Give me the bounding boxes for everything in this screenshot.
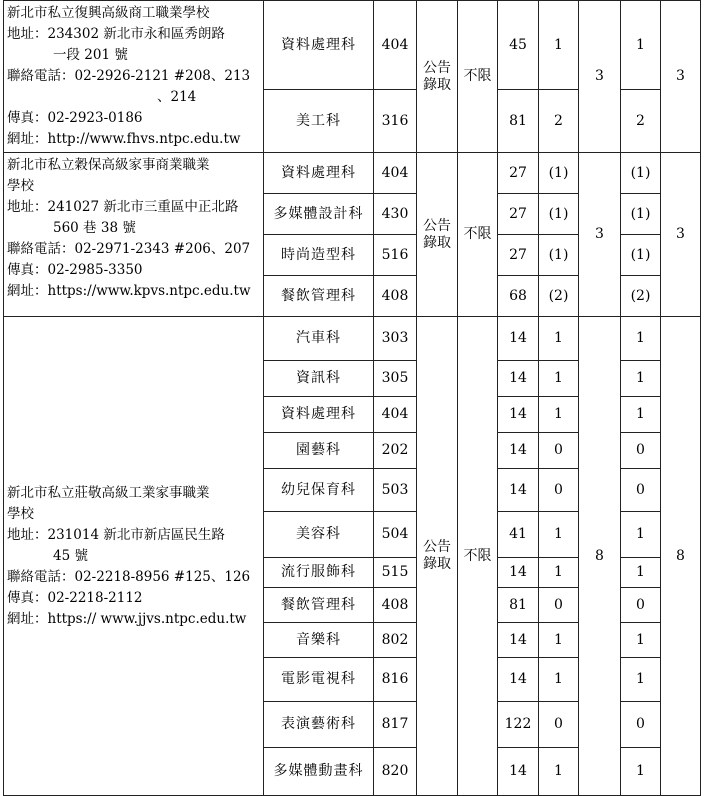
quota-value: 14 xyxy=(498,433,539,469)
school-name: 新北市私立復興高級商工職業學校 xyxy=(7,5,210,21)
department-code: 316 xyxy=(374,90,417,153)
department-code: 303 xyxy=(374,317,417,361)
school-phone: 02-2926-2121 #208、213 xyxy=(74,68,251,84)
department-name: 資料處理科 xyxy=(264,1,374,90)
allocation-a-value: 1 xyxy=(539,658,579,702)
quota-value: 14 xyxy=(498,469,539,512)
total-a-value: 3 xyxy=(579,153,621,317)
school-fax: 02-2923-0186 xyxy=(47,110,143,126)
allocation-b-value: (1) xyxy=(621,153,661,194)
department-name: 餐飲管理科 xyxy=(264,588,374,623)
department-code: 820 xyxy=(374,748,417,796)
method-line-2: 錄取 xyxy=(423,76,451,93)
quota-value: 14 xyxy=(498,317,539,361)
admission-method xyxy=(417,317,458,796)
allocation-b-value: (1) xyxy=(621,235,661,276)
total-a-value: 8 xyxy=(579,317,621,796)
allocation-a-value: 1 xyxy=(539,397,579,433)
department-name: 資訊科 xyxy=(264,361,374,397)
department-code: 404 xyxy=(374,1,417,90)
department-code: 202 xyxy=(374,433,417,469)
allocation-b-value: 1 xyxy=(621,623,661,658)
department-name: 多媒體設計科 xyxy=(264,194,374,235)
department-name: 時尚造型科 xyxy=(264,235,374,276)
quota-value: 27 xyxy=(498,194,539,235)
quota-value: 68 xyxy=(498,276,539,317)
department-code: 817 xyxy=(374,702,417,748)
school-website[interactable]: https:// www.jjvs.ntpc.edu.tw xyxy=(47,610,247,627)
allocation-a-value: 1 xyxy=(539,512,579,558)
department-code: 516 xyxy=(374,235,417,276)
phone-label: 聯絡電話： xyxy=(7,241,75,257)
limit-cell: 不限 xyxy=(458,1,498,153)
allocation-a-value: (1) xyxy=(539,194,579,235)
total-b-value: 8 xyxy=(661,317,701,796)
school-phone: 02-2218-8956 #125、126 xyxy=(74,568,251,585)
admission-table xyxy=(3,0,701,796)
allocation-a-value: 1 xyxy=(539,317,579,361)
limit-cell: 不限 xyxy=(458,317,498,796)
method-line-2: 錄取 xyxy=(423,556,451,572)
allocation-b-value: (1) xyxy=(621,194,661,235)
department-name: 資料處理科 xyxy=(264,153,374,194)
allocation-a-value: (1) xyxy=(539,235,579,276)
allocation-b-value: 0 xyxy=(621,433,661,469)
allocation-a-value: 1 xyxy=(539,748,579,796)
table-row xyxy=(4,1,701,90)
limit-cell: 不限 xyxy=(458,153,498,317)
quota-value: 27 xyxy=(498,235,539,276)
department-name: 幼兒保育科 xyxy=(264,469,374,512)
school-address-cont: 560 巷 38 號 xyxy=(53,220,136,236)
school-name-cont: 學校 xyxy=(7,178,34,194)
school-website[interactable]: http://www.fhvs.ntpc.edu.tw xyxy=(47,131,241,147)
allocation-a-value: (1) xyxy=(539,153,579,194)
allocation-b-value: 1 xyxy=(621,658,661,702)
allocation-a-value: 1 xyxy=(539,623,579,658)
total-b-value: 3 xyxy=(661,1,701,153)
school-name: 新北市私立穀保高級家事商業職業 xyxy=(7,157,210,173)
allocation-a-value: 0 xyxy=(539,433,579,469)
fax-label: 傳真： xyxy=(7,110,48,126)
admission-method xyxy=(417,1,458,153)
fax-label: 傳真： xyxy=(7,262,48,278)
fax-label: 傳真： xyxy=(7,589,48,606)
school-website[interactable]: https://www.kpvs.ntpc.edu.tw xyxy=(47,283,251,299)
quota-value: 45 xyxy=(498,1,539,90)
school-info-cell xyxy=(4,317,264,796)
school-address-cont: 45 號 xyxy=(53,547,88,564)
department-code: 408 xyxy=(374,588,417,623)
allocation-b-value: 1 xyxy=(621,1,661,90)
quota-value: 122 xyxy=(498,702,539,748)
web-label: 網址： xyxy=(7,283,48,299)
allocation-b-value: 1 xyxy=(621,317,661,361)
allocation-a-value: 1 xyxy=(539,361,579,397)
allocation-a-value: (2) xyxy=(539,276,579,317)
department-code: 430 xyxy=(374,194,417,235)
school-address: 231014 新北市新店區民生路 xyxy=(47,526,225,543)
department-name: 表演藝術科 xyxy=(264,702,374,748)
department-code: 816 xyxy=(374,658,417,702)
allocation-a-value: 1 xyxy=(539,558,579,588)
quota-value: 41 xyxy=(498,512,539,558)
department-code: 408 xyxy=(374,276,417,317)
school-info-cell xyxy=(4,1,264,153)
school-address: 234302 新北市永和區秀朗路 xyxy=(47,26,225,42)
total-a-value: 3 xyxy=(579,1,621,153)
allocation-a-value: 0 xyxy=(539,702,579,748)
school-address-cont: 一段 201 號 xyxy=(53,47,128,63)
quota-value: 14 xyxy=(498,623,539,658)
allocation-a-value: 1 xyxy=(539,1,579,90)
school-phone-cont: 、214 xyxy=(157,89,197,105)
department-name: 餐飲管理科 xyxy=(264,276,374,317)
department-name: 電影電視科 xyxy=(264,658,374,702)
total-b-value: 3 xyxy=(661,153,701,317)
address-label: 地址： xyxy=(7,526,48,543)
department-code: 503 xyxy=(374,469,417,512)
allocation-b-value: 1 xyxy=(621,558,661,588)
method-line-2: 錄取 xyxy=(423,234,451,251)
quota-value: 14 xyxy=(498,397,539,433)
department-name: 汽車科 xyxy=(264,317,374,361)
allocation-b-value: 0 xyxy=(621,469,661,512)
school-name: 新北市私立莊敬高級工業家事職業 xyxy=(7,484,210,501)
quota-value: 27 xyxy=(498,153,539,194)
school-phone: 02-2971-2343 #206、207 xyxy=(74,241,251,257)
department-name: 音樂科 xyxy=(264,623,374,658)
department-code: 515 xyxy=(374,558,417,588)
department-name: 流行服飾科 xyxy=(264,558,374,588)
school-fax: 02-2218-2112 xyxy=(47,589,143,606)
phone-label: 聯絡電話： xyxy=(7,68,75,84)
address-label: 地址： xyxy=(7,26,48,42)
allocation-b-value: 0 xyxy=(621,588,661,623)
web-label: 網址： xyxy=(7,131,48,147)
table-row xyxy=(4,153,701,194)
department-name: 園藝科 xyxy=(264,433,374,469)
admission-method xyxy=(417,153,458,317)
allocation-b-value: 1 xyxy=(621,397,661,433)
school-fax: 02-2985-3350 xyxy=(47,262,143,278)
allocation-b-value: (2) xyxy=(621,276,661,317)
department-code: 404 xyxy=(374,153,417,194)
department-code: 802 xyxy=(374,623,417,658)
quota-value: 14 xyxy=(498,658,539,702)
allocation-b-value: 2 xyxy=(621,90,661,153)
department-name: 多媒體動畫科 xyxy=(264,748,374,796)
department-name: 資料處理科 xyxy=(264,397,374,433)
address-label: 地址： xyxy=(7,199,48,215)
department-name: 美容科 xyxy=(264,512,374,558)
method-line-1: 公告 xyxy=(423,59,451,76)
method-line-1: 公告 xyxy=(423,539,451,556)
quota-value: 14 xyxy=(498,361,539,397)
method-line-1: 公告 xyxy=(423,217,451,234)
allocation-b-value: 1 xyxy=(621,748,661,796)
quota-value: 14 xyxy=(498,558,539,588)
allocation-a-value: 0 xyxy=(539,588,579,623)
department-code: 305 xyxy=(374,361,417,397)
allocation-a-value: 2 xyxy=(539,90,579,153)
department-code: 404 xyxy=(374,397,417,433)
web-label: 網址： xyxy=(7,610,48,627)
allocation-b-value: 0 xyxy=(621,702,661,748)
phone-label: 聯絡電話： xyxy=(7,568,75,585)
allocation-b-value: 1 xyxy=(621,512,661,558)
quota-value: 81 xyxy=(498,90,539,153)
quota-value: 81 xyxy=(498,588,539,623)
school-info-cell xyxy=(4,153,264,317)
allocation-a-value: 0 xyxy=(539,469,579,512)
quota-value: 14 xyxy=(498,748,539,796)
allocation-b-value: 1 xyxy=(621,361,661,397)
department-name: 美工科 xyxy=(264,90,374,153)
table-row xyxy=(4,317,701,361)
school-address: 241027 新北市三重區中正北路 xyxy=(47,199,239,215)
department-code: 504 xyxy=(374,512,417,558)
school-name-cont: 學校 xyxy=(7,505,34,522)
